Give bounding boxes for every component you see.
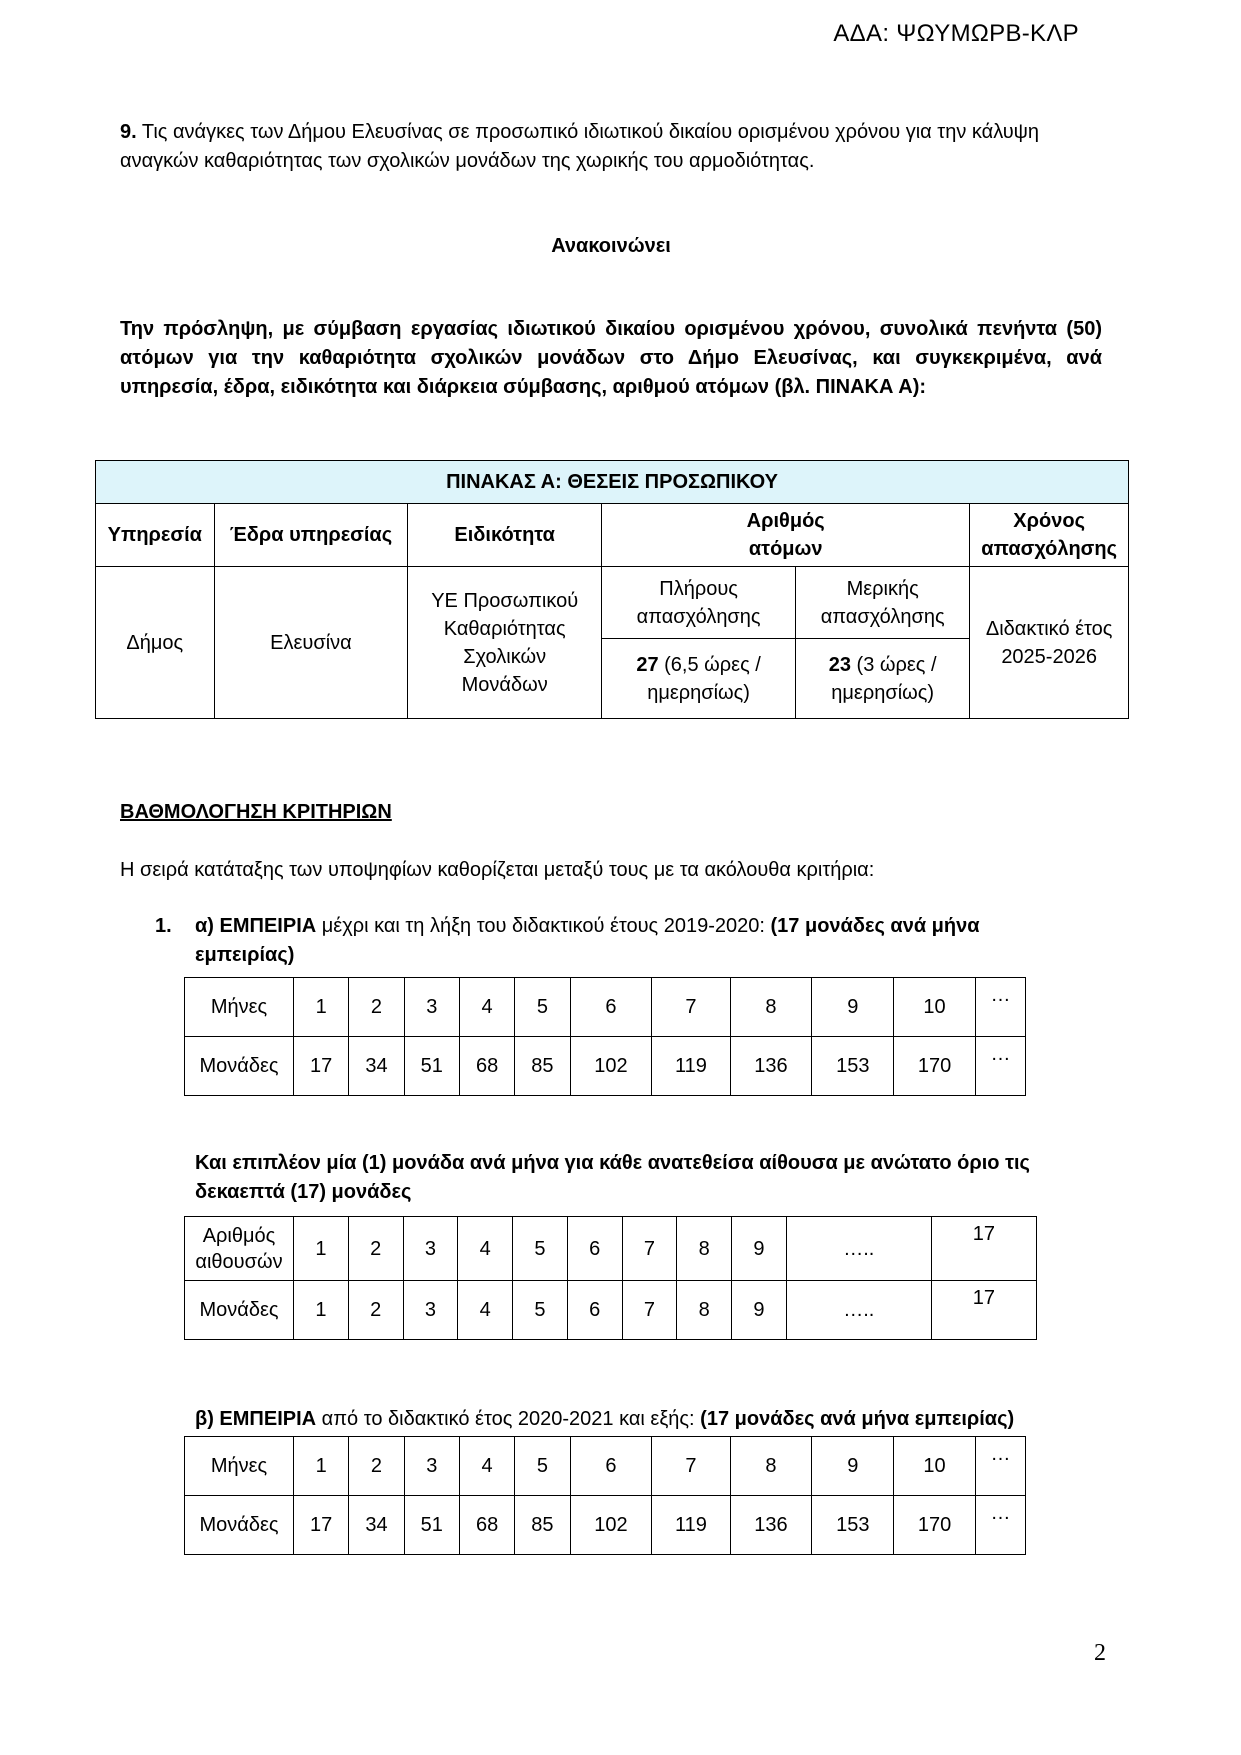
table-cell: 7 — [622, 1281, 677, 1340]
table-cell: 10 — [894, 1437, 976, 1496]
cell-service: Δήμος — [96, 567, 215, 719]
criterion-b-label: β) ΕΜΠΕΙΡΙΑ — [195, 1408, 317, 1430]
table-cell: 68 — [459, 1037, 514, 1096]
positions-table — [95, 460, 1129, 719]
experience-table-a — [184, 977, 1026, 1096]
table-cell: 153 — [812, 1496, 894, 1555]
table-cell: 85 — [515, 1037, 570, 1096]
cell-seat: Ελευσίνα — [214, 567, 408, 719]
criterion-b-description: από το διδακτικό έτος 2020-2021 και εξής: — [316, 1408, 701, 1430]
table-cell: 2 — [349, 978, 404, 1037]
table-cell: 10 — [894, 978, 976, 1037]
table-cell: 153 — [812, 1037, 894, 1096]
table-cell: 3 — [403, 1281, 458, 1340]
table-cell: 8 — [677, 1281, 732, 1340]
table-cell: 17 — [931, 1217, 1036, 1281]
table-cell: 9 — [732, 1217, 787, 1281]
part-count-value: 23 — [828, 653, 851, 676]
table-cell: 4 — [458, 1217, 513, 1281]
table-cell: 119 — [652, 1037, 730, 1096]
col-header-count-line1: Αριθμός — [746, 510, 825, 532]
row-label-months: Μήνες — [185, 1437, 294, 1496]
part-line1: Μερικής — [846, 577, 919, 600]
col-header-count — [602, 504, 970, 567]
col-header-time — [970, 504, 1129, 567]
part-line2: απασχόλησης — [820, 605, 945, 628]
row-label-points: Μονάδες — [185, 1281, 294, 1340]
table-cell: 136 — [730, 1496, 812, 1555]
full-line1: Πλήρους — [659, 577, 738, 600]
table-cell: 4 — [459, 978, 514, 1037]
table-cell: … — [975, 1037, 1025, 1096]
specialty-line1: ΥΕ Προσωπικού — [431, 589, 579, 612]
table-cell: ….. — [786, 1281, 931, 1340]
item-9-text: Τις ανάγκες των Δήμου Ελευσίνας σε προσωπικό ιδιωτικού δικαίου ορισμένου χρόνου για την κάλυψη αναγκών καθαριότητας των σχολικών μονάδων της χωρικής του αρμοδιότητας. — [120, 121, 1040, 172]
table-cell: … — [975, 978, 1025, 1037]
table-cell: 51 — [404, 1037, 459, 1096]
col-header-service: Υπηρεσία — [96, 504, 215, 567]
table-cell: 7 — [652, 1437, 730, 1496]
table-cell: 6 — [567, 1281, 622, 1340]
cell-full-time-header — [602, 567, 796, 639]
table-cell: 1 — [294, 978, 349, 1037]
criteria-item-number: 1. — [155, 915, 172, 937]
col-header-specialty: Ειδικότητα — [408, 504, 602, 567]
table-cell: 3 — [404, 1437, 459, 1496]
table-cell: 8 — [677, 1217, 732, 1281]
table-cell: 34 — [349, 1037, 404, 1096]
table-cell: 17 — [294, 1496, 349, 1555]
table-cell: 1 — [294, 1217, 349, 1281]
table-cell: 102 — [570, 1037, 652, 1096]
criterion-a-description: μέχρι και τη λήξη του διδακτικού έτους 2019-2020: — [316, 915, 771, 937]
part-note-line1: (3 ώρες / — [851, 653, 937, 676]
row-label-points: Μονάδες — [185, 1037, 294, 1096]
item-9-number: 9. — [120, 121, 137, 143]
table-cell: 5 — [515, 1437, 570, 1496]
table-cell: 17 — [931, 1281, 1036, 1340]
row-label-months: Μήνες — [185, 978, 294, 1037]
specialty-line3: Σχολικών — [463, 645, 547, 668]
table-cell: 17 — [294, 1037, 349, 1096]
cell-part-time-header — [796, 567, 970, 639]
table-cell: 4 — [459, 1437, 514, 1496]
table-cell: 51 — [404, 1496, 459, 1555]
experience-table-b — [184, 1436, 1026, 1555]
rooms-label-line2: αιθουσών — [195, 1250, 283, 1273]
cell-period — [970, 567, 1129, 719]
cell-full-time-count — [602, 639, 796, 719]
criterion-a-label: α) ΕΜΠΕΙΡΙΑ — [195, 915, 317, 937]
table-cell: 3 — [403, 1217, 458, 1281]
table-cell: 8 — [730, 1437, 812, 1496]
table-cell: … — [975, 1496, 1025, 1555]
table-cell: 136 — [730, 1037, 812, 1096]
table-cell: 170 — [894, 1037, 976, 1096]
table-cell: ….. — [786, 1217, 931, 1281]
table-cell: 5 — [515, 978, 570, 1037]
table-cell: 2 — [349, 1437, 404, 1496]
table-cell: … — [975, 1437, 1025, 1496]
col-header-time-line1: Χρόνος — [1013, 510, 1085, 532]
rooms-label-line1: Αριθμός — [202, 1224, 276, 1247]
table-cell: 8 — [730, 978, 812, 1037]
period-line2: 2025-2026 — [1001, 645, 1097, 668]
table-cell: 1 — [294, 1437, 349, 1496]
table-cell: 6 — [570, 978, 652, 1037]
criterion-a-text — [195, 912, 1055, 970]
page-number: 2 — [1094, 1640, 1106, 1666]
specialty-line2: Καθαριότητας — [443, 617, 566, 640]
table-cell: 2 — [348, 1281, 403, 1340]
table-cell: 5 — [513, 1281, 568, 1340]
table-cell: 34 — [349, 1496, 404, 1555]
col-header-count-line2: ατόμων — [748, 538, 823, 560]
table-cell: 6 — [570, 1437, 652, 1496]
criterion-b-text — [195, 1405, 1075, 1434]
rooms-table — [184, 1216, 1037, 1340]
col-header-seat: Έδρα υπηρεσίας — [214, 504, 408, 567]
full-count-value: 27 — [636, 653, 659, 676]
full-note-line2: ημερησίως) — [647, 681, 750, 704]
table-cell: 170 — [894, 1496, 976, 1555]
full-note-line1: (6,5 ώρες / — [658, 653, 761, 676]
table-cell: 85 — [515, 1496, 570, 1555]
positions-table-title: ΠΙΝΑΚΑΣ Α: ΘΕΣΕΙΣ ΠΡΟΣΩΠΙΚΟΥ — [96, 461, 1129, 504]
table-cell: 6 — [567, 1217, 622, 1281]
criteria-heading: ΒΑΘΜΟΛΟΓΗΣΗ ΚΡΙΤΗΡΙΩΝ — [120, 801, 392, 823]
period-line1: Διδακτικό έτος — [985, 617, 1113, 640]
table-cell: 7 — [622, 1217, 677, 1281]
criterion-a-points: (17 μονάδες ανά μήνα εμπειρίας) — [195, 915, 980, 966]
intro-paragraph: Την πρόσληψη, με σύμβαση εργασίας ιδιωτικού δικαίου ορισμένου χρόνου, συνολικά πενήντα (50) ατόμων για την καθαριότητα σχολικών μονάδων στο Δήμο Ελευσίνας, και συγκεκριμένα, ανά υπηρεσία, έδρα, ειδικότητα και διάρκεια σύμβασης, αριθμού ατόμων (βλ. ΠΙΝΑΚΑ Α): — [120, 318, 1102, 398]
table-cell: 68 — [459, 1496, 514, 1555]
extra-rooms-text: Και επιπλέον μία (1) μονάδα ανά μήνα για κάθε ανατεθείσα αίθουσα με ανώτατο όριο τις δεκαεπτά (17) μονάδες — [195, 1152, 1030, 1203]
table-cell: 9 — [812, 978, 894, 1037]
row-label-rooms — [185, 1217, 294, 1281]
table-cell: 119 — [652, 1496, 730, 1555]
table-cell: 9 — [732, 1281, 787, 1340]
table-cell: 4 — [458, 1281, 513, 1340]
table-cell: 3 — [404, 978, 459, 1037]
col-header-time-line2: απασχόλησης — [981, 538, 1117, 560]
criterion-b-points: (17 μονάδες ανά μήνα εμπειρίας) — [700, 1408, 1015, 1430]
specialty-line4: Μονάδων — [461, 673, 548, 696]
cell-specialty — [408, 567, 602, 719]
full-line2: απασχόλησης — [636, 605, 761, 628]
table-cell: 9 — [812, 1437, 894, 1496]
cell-part-time-count — [796, 639, 970, 719]
table-cell: 7 — [652, 978, 730, 1037]
table-cell: 2 — [348, 1217, 403, 1281]
criteria-intro: Η σειρά κατάταξης των υποψηφίων καθορίζεται μεταξύ τους με τα ακόλουθα κριτήρια: — [120, 859, 875, 881]
ada-code: ΑΔΑ: ΨΩΥΜΩΡΒ-ΚΛΡ — [833, 20, 1079, 47]
table-cell: 1 — [294, 1281, 349, 1340]
part-note-line2: ημερησίως) — [831, 681, 935, 704]
item-9-paragraph — [120, 118, 1102, 176]
table-cell: 5 — [513, 1217, 568, 1281]
row-label-points: Μονάδες — [185, 1496, 294, 1555]
table-cell: 102 — [570, 1496, 652, 1555]
announce-heading: Ανακοινώνει — [551, 235, 671, 257]
